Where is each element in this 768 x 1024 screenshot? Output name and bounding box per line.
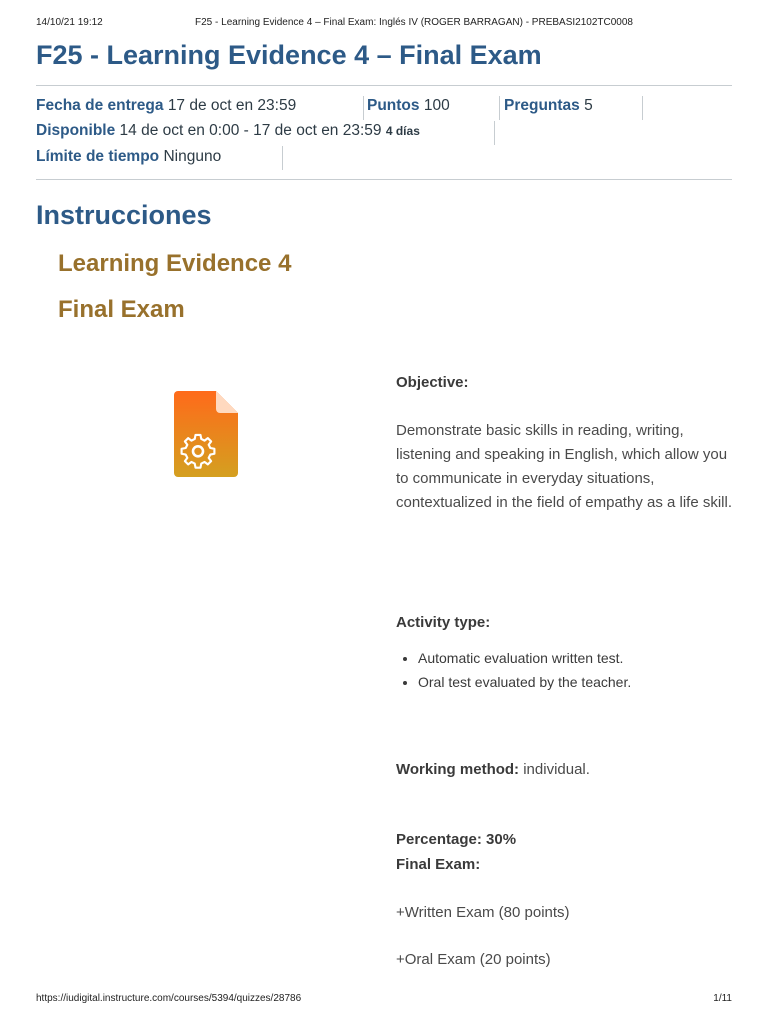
questions-value: 5 bbox=[584, 97, 593, 114]
list-item: • Automatic evaluation written test. bbox=[418, 646, 631, 670]
instructions-heading: Instrucciones bbox=[36, 200, 212, 230]
meta-separator bbox=[282, 146, 283, 170]
divider-bottom bbox=[36, 179, 732, 180]
questions-label: Preguntas bbox=[504, 97, 580, 114]
meta-available bbox=[36, 119, 420, 143]
divider-top bbox=[36, 85, 732, 86]
objective-label: Objective: bbox=[396, 374, 469, 391]
print-footer bbox=[36, 993, 732, 1004]
meta-separator bbox=[642, 96, 643, 120]
meta-points bbox=[367, 94, 450, 118]
print-date: 14/10/21 19:12 bbox=[36, 17, 103, 28]
activity-list bbox=[396, 646, 631, 694]
subheading-final-exam: Final Exam bbox=[58, 296, 185, 323]
available-days: 4 días bbox=[385, 124, 420, 138]
print-page-number: 1/11 bbox=[713, 993, 732, 1004]
written-exam: +Written Exam (80 points) bbox=[396, 904, 570, 921]
working-method-value: individual. bbox=[523, 761, 590, 778]
time-limit-value: Ninguno bbox=[163, 148, 222, 165]
meta-questions bbox=[504, 94, 593, 118]
activity-type-label: Activity type: bbox=[396, 614, 491, 631]
print-document-title: F25 - Learning Evidence 4 – Final Exam: Inglés IV (ROGER BARRAGAN) - PREBASI2102TC0008 bbox=[195, 17, 633, 28]
objective-text: Demonstrate basic skills in reading, writing, listening and speaking in English, which allow you to communicate in everyday situations, contextualized in the field of empathy as a life skill. bbox=[396, 422, 733, 511]
percentage-label: Percentage: 30% bbox=[396, 831, 517, 848]
working-method-label: Working method: bbox=[396, 761, 520, 778]
print-url[interactable]: https://iudigital.instructure.com/courses/5394/quizzes/28786 bbox=[36, 993, 302, 1004]
working-method bbox=[396, 761, 736, 778]
available-value: 14 de oct en 0:00 - 17 de oct en 23:59 bbox=[119, 122, 382, 139]
final-exam-label: Final Exam: bbox=[396, 856, 481, 873]
points-value: 100 bbox=[423, 97, 450, 114]
due-date-label: Fecha de entrega bbox=[36, 97, 164, 114]
list-item: • Oral test evaluated by the teacher. bbox=[418, 670, 631, 694]
meta-due-date bbox=[36, 94, 296, 118]
subheading-learning-evidence: Learning Evidence 4 bbox=[58, 250, 292, 277]
oral-exam: +Oral Exam (20 points) bbox=[396, 951, 551, 968]
available-label: Disponible bbox=[36, 122, 116, 139]
meta-separator bbox=[499, 96, 500, 120]
due-date-value: 17 de oct en 23:59 bbox=[167, 97, 297, 114]
document-gear-icon bbox=[174, 391, 238, 477]
meta-separator bbox=[494, 121, 495, 145]
meta-time-limit bbox=[36, 145, 221, 169]
points-label: Puntos bbox=[367, 97, 420, 114]
meta-separator bbox=[363, 96, 364, 120]
time-limit-label: Límite de tiempo bbox=[36, 148, 160, 165]
page-title: F25 - Learning Evidence 4 – Final Exam bbox=[36, 40, 542, 70]
